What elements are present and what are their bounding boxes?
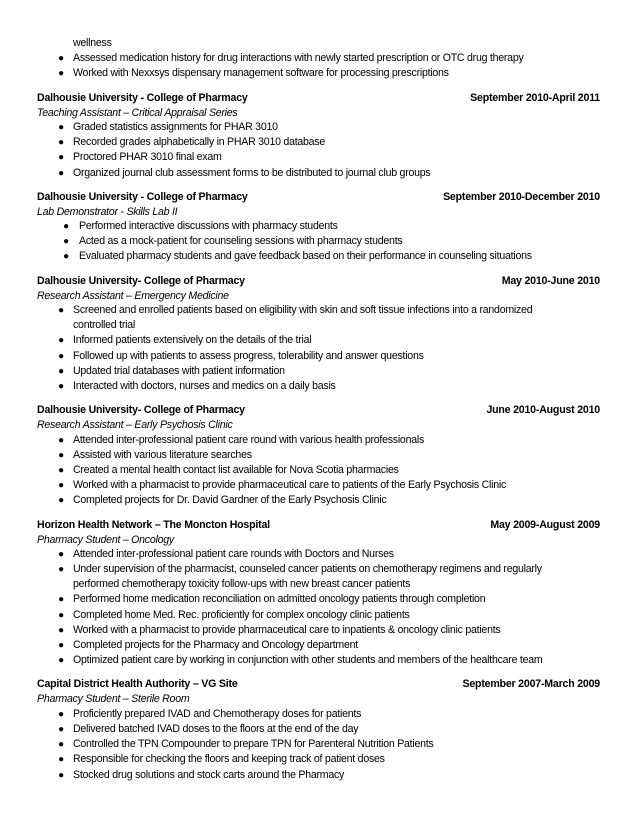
- date-range: May 2010-June 2010: [501, 274, 600, 287]
- bullet-icon: ●: [58, 655, 64, 667]
- role-title-text: Pharmacy Student – Sterile Room: [37, 693, 190, 706]
- bullet-text: Screened and enrolled patients based on eligibility with skin and soft tissue infections into a randomized: [73, 304, 533, 317]
- bullet-icon: ●: [58, 723, 64, 735]
- entry-header: [0, 190, 638, 205]
- bullet-text: Optimized patient care by working in conjunction with other students and members of the healthcare team: [73, 654, 543, 667]
- bullet-item: [0, 562, 638, 577]
- bullet-text: Responsible for checking the floors and keeping track of patient doses: [73, 753, 385, 766]
- bullet-icon: ●: [58, 624, 64, 636]
- bullet-icon: ●: [58, 548, 64, 560]
- bullet-text: Recorded grades alphabetically in PHAR 3010 database: [73, 136, 326, 149]
- date-range: September 2007-March 2009: [462, 678, 600, 691]
- bullet-item: [0, 638, 638, 653]
- bullet-icon: ●: [58, 434, 64, 446]
- bullet-icon: ●: [58, 754, 64, 766]
- bullet-text: Under supervision of the pharmacist, counseled cancer patients on chemotherapy regimens and regularly: [73, 563, 542, 576]
- entry-header: [0, 403, 638, 418]
- date-range: September 2010-December 2010: [443, 190, 600, 203]
- date-range: September 2010-April 2011: [470, 91, 600, 104]
- bullet-text: Completed projects for Dr. David Gardner of the Early Psychosis Clinic: [73, 494, 387, 507]
- bullet-text: Stocked drug solutions and stock carts around the Pharmacy: [73, 768, 345, 781]
- bullet-item: [0, 448, 638, 463]
- bullet-text: Attended inter-professional patient care rounds with Doctors and Nurses: [73, 547, 394, 560]
- bullet-item: [0, 752, 638, 767]
- experience-entry: [0, 677, 638, 782]
- bullet-text: Graded statistics assignments for PHAR 3010: [73, 120, 278, 133]
- organization-name: Dalhousie University- College of Pharmacy: [37, 404, 245, 417]
- experience-entry: [0, 403, 638, 508]
- bullet-item: [0, 166, 638, 181]
- bullet-icon: ●: [58, 495, 64, 507]
- bullet-item: [0, 364, 638, 379]
- bullet-item: [0, 722, 638, 737]
- bullet-item: [0, 135, 638, 150]
- bullet-text: Performed interactive discussions with pharmacy students: [79, 220, 338, 233]
- organization-name: Horizon Health Network – The Moncton Hospital: [37, 518, 270, 531]
- bullet-icon: ●: [58, 564, 64, 576]
- bullet-icon: ●: [58, 594, 64, 606]
- bullet-text: wellness: [73, 37, 112, 49]
- bullet-item: [0, 219, 638, 234]
- bullet-item: [0, 379, 638, 394]
- role-title: [0, 418, 638, 432]
- bullet-text: Attended inter-professional patient care round with various health professionals: [73, 433, 424, 446]
- role-title: [0, 533, 638, 547]
- organization-name: Dalhousie University - College of Pharmacy: [37, 190, 248, 203]
- entry-header: [0, 274, 638, 289]
- bullet-text: Followed up with patients to assess progress, tolerability and answer questions: [73, 349, 424, 362]
- bullet-icon: ●: [58, 464, 64, 476]
- bullet-icon: ●: [58, 480, 64, 492]
- role-title-text: Research Assistant – Early Psychosis Clinic: [37, 419, 233, 432]
- bullet-item: [0, 592, 638, 607]
- bullet-item: [0, 333, 638, 348]
- bullet-text: Assisted with various literature searches: [73, 448, 252, 461]
- bullet-text: Evaluated pharmacy students and gave feedback based on their performance in counseling situations: [79, 250, 532, 263]
- entry-header: [0, 518, 638, 533]
- bullet-item: [0, 463, 638, 478]
- role-title: [0, 289, 638, 303]
- bullet-text: Updated trial databases with patient information: [73, 364, 285, 377]
- bullet-icon: ●: [58, 137, 64, 149]
- bullet-item: [0, 478, 638, 493]
- bullet-continuation: [0, 318, 638, 333]
- bullet-icon: ●: [58, 350, 64, 362]
- entry-header: [0, 91, 638, 106]
- resume-content: [0, 36, 638, 783]
- bullet-icon: ●: [58, 335, 64, 347]
- bullet-text: Controlled the TPN Compounder to prepare TPN for Parenteral Nutrition Patients: [73, 738, 434, 751]
- experience-entry: [0, 518, 638, 669]
- bullet-item: [0, 707, 638, 722]
- date-range: May 2009-August 2009: [490, 518, 600, 531]
- role-title-text: Lab Demonstrator - Skills Lab II: [37, 205, 178, 218]
- bullet-text: Acted as a mock-patient for counseling sessions with pharmacy students: [79, 235, 403, 248]
- bullet-text: Proctored PHAR 3010 final exam: [73, 151, 222, 164]
- role-title-text: Teaching Assistant – Critical Appraisal Series: [37, 106, 238, 119]
- bullet-icon: ●: [58, 449, 64, 461]
- bullet-text: Worked with a pharmacist to provide pharmaceutical care to patients of the Early Psychosis Clinic: [73, 479, 507, 492]
- bullet-item: [0, 623, 638, 638]
- bullet-icon: ●: [58, 68, 64, 80]
- role-title-text: Research Assistant – Emergency Medicine: [37, 289, 229, 302]
- bullet-item: [0, 66, 638, 81]
- bullet-item: [0, 234, 638, 249]
- bullet-text: Completed home Med. Rec. proficiently for complex oncology clinic patients: [73, 608, 410, 621]
- experience-entry: [0, 190, 638, 265]
- role-title: [0, 205, 638, 219]
- bullet-item: [0, 493, 638, 508]
- bullet-icon: ●: [58, 167, 64, 179]
- experience-entry: [0, 91, 638, 181]
- bullet-icon: ●: [58, 739, 64, 751]
- bullet-text: Worked with Nexxsys dispensary management software for processing prescriptions: [73, 67, 449, 80]
- bullet-continuation: [0, 577, 638, 592]
- role-title: [0, 106, 638, 120]
- bullet-text: Organized journal club assessment forms to be distributed to journal club groups: [73, 166, 431, 179]
- bullet-icon: ●: [63, 251, 69, 263]
- bullet-item: [0, 120, 638, 135]
- entry-header: [0, 677, 638, 692]
- bullet-item: [0, 249, 638, 264]
- bullet-icon: ●: [58, 53, 64, 65]
- organization-name: Capital District Health Authority – VG Site: [37, 678, 238, 691]
- bullet-item: [0, 349, 638, 364]
- bullet-icon: ●: [58, 640, 64, 652]
- bullet-text: Worked with a pharmacist to provide pharmaceutical care to inpatients & oncology clinic patients: [73, 623, 501, 636]
- bullet-icon: ●: [63, 221, 69, 233]
- bullet-item: [0, 768, 638, 783]
- bullet-item: [0, 653, 638, 668]
- bullet-icon: ●: [58, 121, 64, 133]
- bullet-icon: ●: [58, 365, 64, 377]
- bullet-text: performed chemotherapy toxicity follow-ups with new breast cancer patients: [73, 578, 411, 591]
- bullet-item: [0, 547, 638, 562]
- bullet-icon: ●: [58, 380, 64, 392]
- bullet-text: Created a mental health contact list available for Nova Scotia pharmacies: [73, 463, 399, 476]
- bullet-item: [0, 608, 638, 623]
- bullet-icon: ●: [58, 769, 64, 781]
- bullet-text: Delivered batched IVAD doses to the floors at the end of the day: [73, 722, 359, 735]
- bullet-text: Interacted with doctors, nurses and medics on a daily basis: [73, 379, 336, 392]
- bullet-item: [0, 737, 638, 752]
- bullet-text: Informed patients extensively on the details of the trial: [73, 334, 312, 347]
- bullet-text: Performed home medication reconciliation on admitted oncology patients through completion: [73, 593, 486, 606]
- date-range: June 2010-August 2010: [486, 404, 600, 417]
- bullet-icon: ●: [58, 609, 64, 621]
- bullet-icon: ●: [58, 708, 64, 720]
- role-title: [0, 692, 638, 706]
- role-title-text: Pharmacy Student – Oncology: [37, 533, 174, 546]
- bullet-item: [0, 150, 638, 165]
- bullet-icon: ●: [63, 236, 69, 248]
- bullet-text: Assessed medication history for drug interactions with newly started prescription or OTC drug therapy: [73, 52, 524, 65]
- organization-name: Dalhousie University- College of Pharmacy: [37, 274, 245, 287]
- bullet-icon: ●: [58, 152, 64, 164]
- bullet-item: [0, 433, 638, 448]
- experience-entry: [0, 274, 638, 395]
- bullet-continuation: [0, 36, 638, 51]
- bullet-text: Completed projects for the Pharmacy and Oncology department: [73, 639, 358, 652]
- bullet-text: controlled trial: [73, 319, 135, 332]
- bullet-text: Proficiently prepared IVAD and Chemotherapy doses for patients: [73, 707, 362, 720]
- bullet-item: [0, 303, 638, 318]
- bullet-item: [0, 51, 638, 66]
- organization-name: Dalhousie University - College of Pharmacy: [37, 91, 248, 104]
- bullet-icon: ●: [58, 305, 64, 317]
